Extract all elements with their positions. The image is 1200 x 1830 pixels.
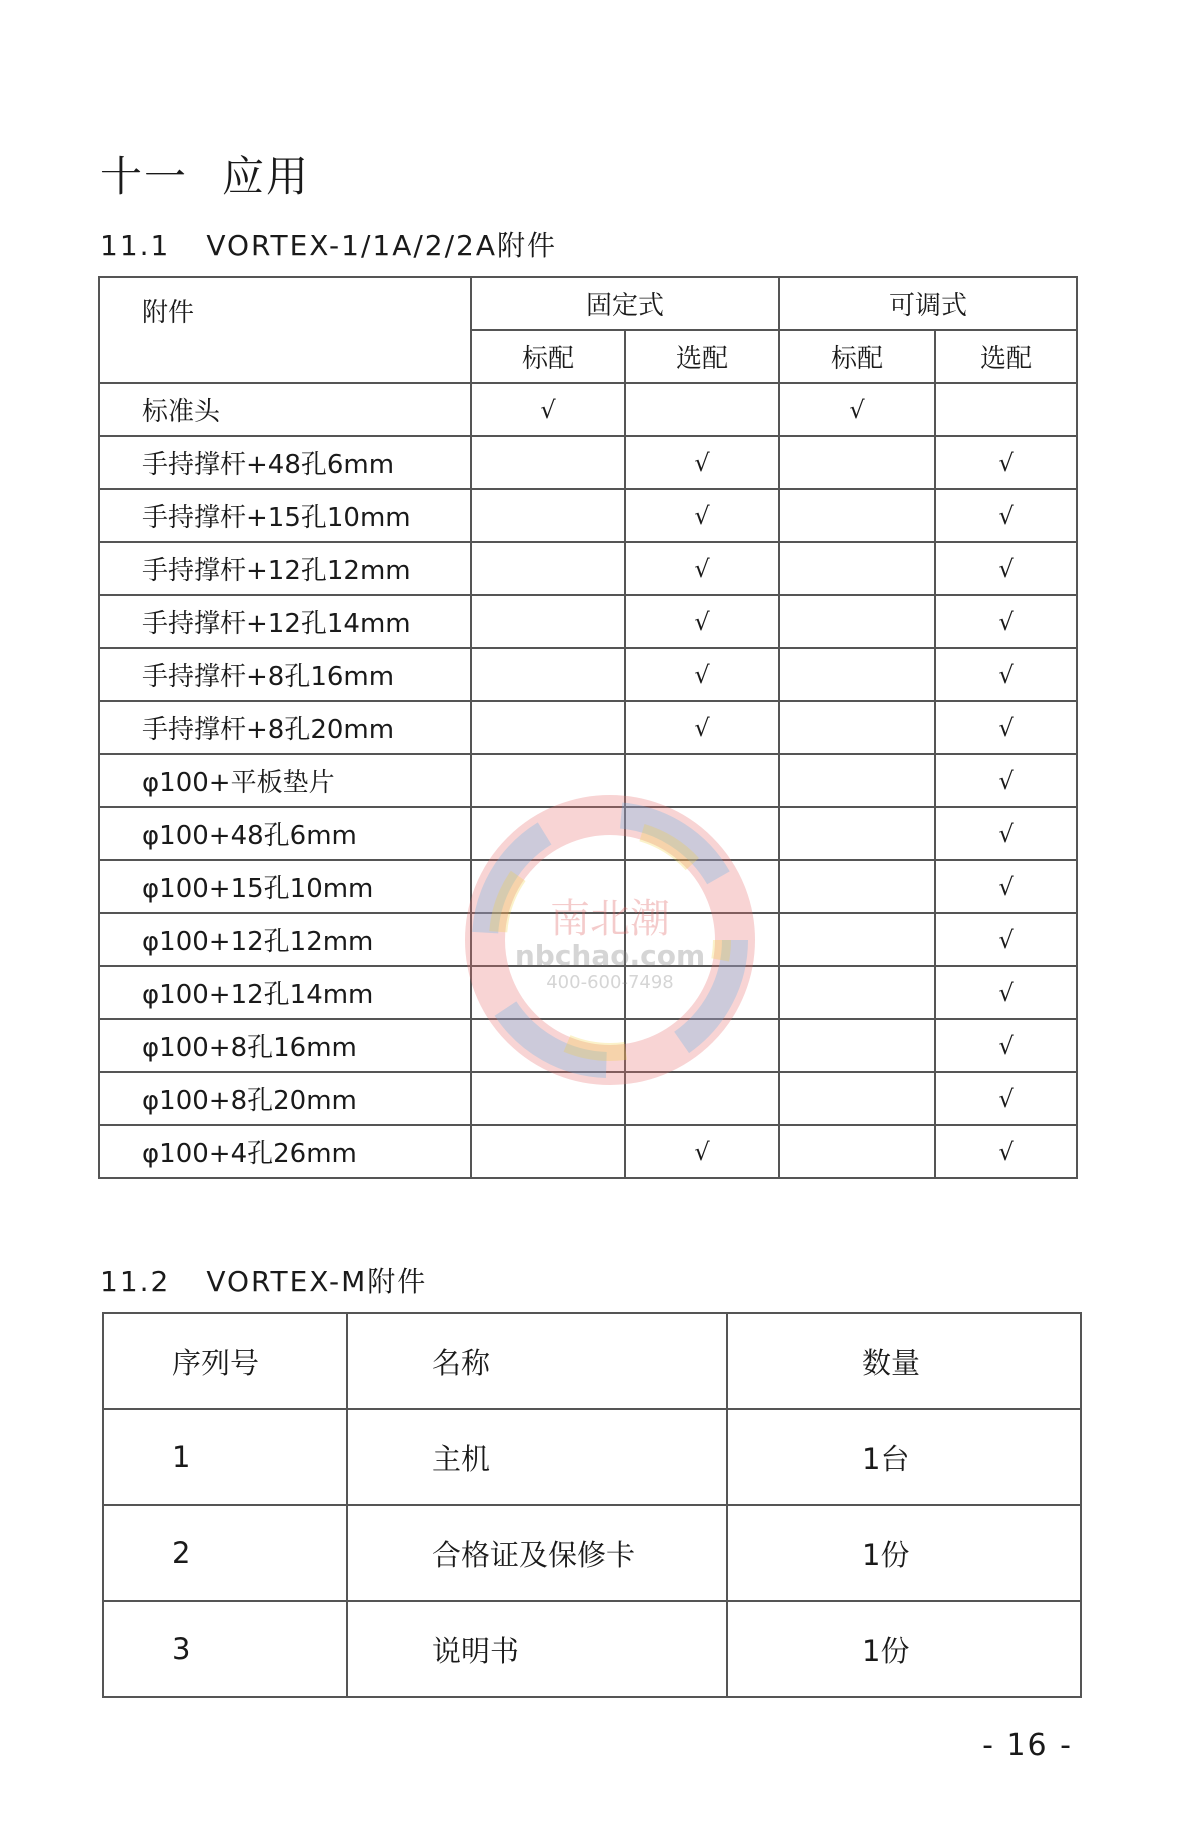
fixed-optional-cell: [625, 754, 779, 807]
fixed-optional-cell: [625, 436, 779, 489]
quantity-column-header: 数量: [727, 1313, 1081, 1409]
check-mark: √: [998, 713, 1014, 742]
check-mark: √: [694, 607, 710, 636]
adjustable-optional-header: 选配: [935, 330, 1077, 383]
accessory-name: φ100+48孔6mm: [99, 807, 471, 860]
adjustable-optional-cell: [935, 1019, 1077, 1072]
accessory-name: φ100+12孔14mm: [99, 966, 471, 1019]
quantity-cell: 1份: [727, 1505, 1081, 1601]
adjustable-standard-cell: [779, 966, 935, 1019]
fixed-standard-cell: [471, 1072, 625, 1125]
fixed-standard-cell: [471, 648, 625, 701]
quantity-cell: 1份: [727, 1601, 1081, 1697]
fixed-optional-cell: [625, 595, 779, 648]
accessory-name: φ100+8孔20mm: [99, 1072, 471, 1125]
fixed-optional-header: 选配: [625, 330, 779, 383]
accessory-name: φ100+8孔16mm: [99, 1019, 471, 1072]
check-mark: √: [849, 395, 865, 424]
adjustable-standard-cell: [779, 701, 935, 754]
adjustable-standard-cell: [779, 1125, 935, 1178]
check-mark: √: [998, 978, 1014, 1007]
section-1-title: VORTEX-1/1A/2/2A附件: [206, 229, 558, 262]
section-2-heading: [100, 1260, 427, 1300]
fixed-optional-cell: [625, 860, 779, 913]
fixed-optional-cell: [625, 1019, 779, 1072]
adjustable-optional-cell: [935, 595, 1077, 648]
accessory-name: φ100+4孔26mm: [99, 1125, 471, 1178]
check-mark: √: [694, 713, 710, 742]
adjustable-standard-cell: [779, 860, 935, 913]
adjustable-optional-cell: [935, 436, 1077, 489]
accessory-name: φ100+12孔12mm: [99, 913, 471, 966]
check-mark: √: [540, 395, 556, 424]
accessory-table: [98, 276, 1078, 1179]
fixed-standard-cell: [471, 966, 625, 1019]
adjustable-optional-cell: [935, 807, 1077, 860]
fixed-optional-cell: [625, 648, 779, 701]
chapter-title: 应用: [222, 152, 311, 201]
adjustable-standard-cell: [779, 542, 935, 595]
item-name-cell: 主机: [347, 1409, 727, 1505]
check-mark: √: [998, 554, 1014, 583]
adjustable-optional-cell: [935, 383, 1077, 436]
adjustable-optional-cell: [935, 489, 1077, 542]
fixed-standard-cell: [471, 807, 625, 860]
check-mark: √: [998, 501, 1014, 530]
accessory-row: [99, 807, 1077, 860]
adjustable-optional-cell: [935, 1125, 1077, 1178]
adjustable-optional-cell: [935, 860, 1077, 913]
serial-column-header: 序列号: [103, 1313, 347, 1409]
adjustable-optional-cell: [935, 1072, 1077, 1125]
fixed-standard-cell: [471, 1125, 625, 1178]
adjustable-optional-cell: [935, 701, 1077, 754]
package-row: [103, 1505, 1081, 1601]
accessory-row: [99, 966, 1077, 1019]
check-mark: √: [694, 501, 710, 530]
adjustable-standard-cell: [779, 1019, 935, 1072]
adjustable-optional-cell: [935, 648, 1077, 701]
adjustable-optional-cell: [935, 966, 1077, 1019]
fixed-standard-cell: [471, 542, 625, 595]
fixed-optional-cell: [625, 807, 779, 860]
check-mark: √: [694, 554, 710, 583]
package-table: [102, 1312, 1082, 1698]
check-mark: √: [998, 925, 1014, 954]
fixed-standard-header: 标配: [471, 330, 625, 383]
accessory-column-header: 附件: [99, 277, 471, 383]
check-mark: √: [998, 872, 1014, 901]
accessory-name: 手持撑杆+15孔10mm: [99, 489, 471, 542]
adjustable-standard-cell: [779, 436, 935, 489]
adjustable-standard-cell: [779, 913, 935, 966]
check-mark: √: [694, 448, 710, 477]
section-2-title: VORTEX-M附件: [206, 1265, 428, 1298]
fixed-standard-cell: [471, 860, 625, 913]
accessory-row: [99, 860, 1077, 913]
fixed-standard-cell: [471, 1019, 625, 1072]
fixed-optional-cell: [625, 966, 779, 1019]
accessory-table-header-row: [99, 277, 1077, 330]
adjustable-group-header: 可调式: [779, 277, 1077, 330]
package-row: [103, 1601, 1081, 1697]
watermark-phone: 400-600-7498: [546, 972, 674, 993]
accessory-row: [99, 383, 1077, 436]
name-column-header: 名称: [347, 1313, 727, 1409]
accessory-row: [99, 1019, 1077, 1072]
fixed-group-header: 固定式: [471, 277, 779, 330]
adjustable-standard-cell: [779, 648, 935, 701]
check-mark: √: [998, 1084, 1014, 1113]
fixed-standard-cell: [471, 595, 625, 648]
check-mark: √: [694, 660, 710, 689]
adjustable-standard-cell: [779, 807, 935, 860]
item-name-cell: 合格证及保修卡: [347, 1505, 727, 1601]
fixed-standard-cell: [471, 701, 625, 754]
adjustable-standard-header: 标配: [779, 330, 935, 383]
accessory-row: [99, 436, 1077, 489]
accessory-row: [99, 489, 1077, 542]
serial-cell: 1: [103, 1409, 347, 1505]
package-table-body: [103, 1409, 1081, 1697]
accessory-name: 手持撑杆+8孔20mm: [99, 701, 471, 754]
accessory-row: [99, 1125, 1077, 1178]
fixed-optional-cell: [625, 701, 779, 754]
fixed-optional-cell: [625, 1072, 779, 1125]
check-mark: √: [998, 448, 1014, 477]
accessory-row: [99, 701, 1077, 754]
fixed-optional-cell: [625, 383, 779, 436]
adjustable-optional-cell: [935, 754, 1077, 807]
adjustable-standard-cell: [779, 489, 935, 542]
adjustable-optional-cell: [935, 913, 1077, 966]
fixed-optional-cell: [625, 542, 779, 595]
adjustable-standard-cell: [779, 383, 935, 436]
adjustable-standard-cell: [779, 1072, 935, 1125]
accessory-row: [99, 595, 1077, 648]
accessory-row: [99, 648, 1077, 701]
section-2-number: 11.2: [100, 1265, 171, 1298]
check-mark: √: [694, 1137, 710, 1166]
accessory-name: 手持撑杆+8孔16mm: [99, 648, 471, 701]
quantity-cell: 1台: [727, 1409, 1081, 1505]
package-row: [103, 1409, 1081, 1505]
accessory-row: [99, 542, 1077, 595]
watermark-site: nbchao.com: [514, 939, 706, 972]
accessory-row: [99, 913, 1077, 966]
chapter-number: 十一: [100, 152, 189, 201]
check-mark: √: [998, 660, 1014, 689]
fixed-standard-cell: [471, 489, 625, 542]
accessory-name: 手持撑杆+48孔6mm: [99, 436, 471, 489]
fixed-optional-cell: [625, 913, 779, 966]
fixed-standard-cell: [471, 913, 625, 966]
fixed-standard-cell: [471, 754, 625, 807]
accessory-name: 手持撑杆+12孔12mm: [99, 542, 471, 595]
chapter-heading: [100, 144, 310, 204]
package-table-header-row: [103, 1313, 1081, 1409]
serial-cell: 3: [103, 1601, 347, 1697]
check-mark: √: [998, 766, 1014, 795]
check-mark: √: [998, 819, 1014, 848]
accessory-table-body: [99, 383, 1077, 1178]
accessory-row: [99, 1072, 1077, 1125]
page-number: - 16 -: [982, 1728, 1073, 1763]
adjustable-standard-cell: [779, 595, 935, 648]
fixed-optional-cell: [625, 1125, 779, 1178]
fixed-standard-cell: [471, 436, 625, 489]
watermark-brand: 南北潮: [550, 896, 670, 942]
fixed-optional-cell: [625, 489, 779, 542]
accessory-name: 标准头: [99, 383, 471, 436]
accessory-name: φ100+15孔10mm: [99, 860, 471, 913]
accessory-row: [99, 754, 1077, 807]
check-mark: √: [998, 1137, 1014, 1166]
accessory-name: φ100+平板垫片: [99, 754, 471, 807]
fixed-standard-cell: [471, 383, 625, 436]
item-name-cell: 说明书: [347, 1601, 727, 1697]
serial-cell: 2: [103, 1505, 347, 1601]
adjustable-standard-cell: [779, 754, 935, 807]
section-1-heading: [100, 224, 557, 264]
section-1-number: 11.1: [100, 229, 171, 262]
check-mark: √: [998, 607, 1014, 636]
accessory-name: 手持撑杆+12孔14mm: [99, 595, 471, 648]
adjustable-optional-cell: [935, 542, 1077, 595]
check-mark: √: [998, 1031, 1014, 1060]
